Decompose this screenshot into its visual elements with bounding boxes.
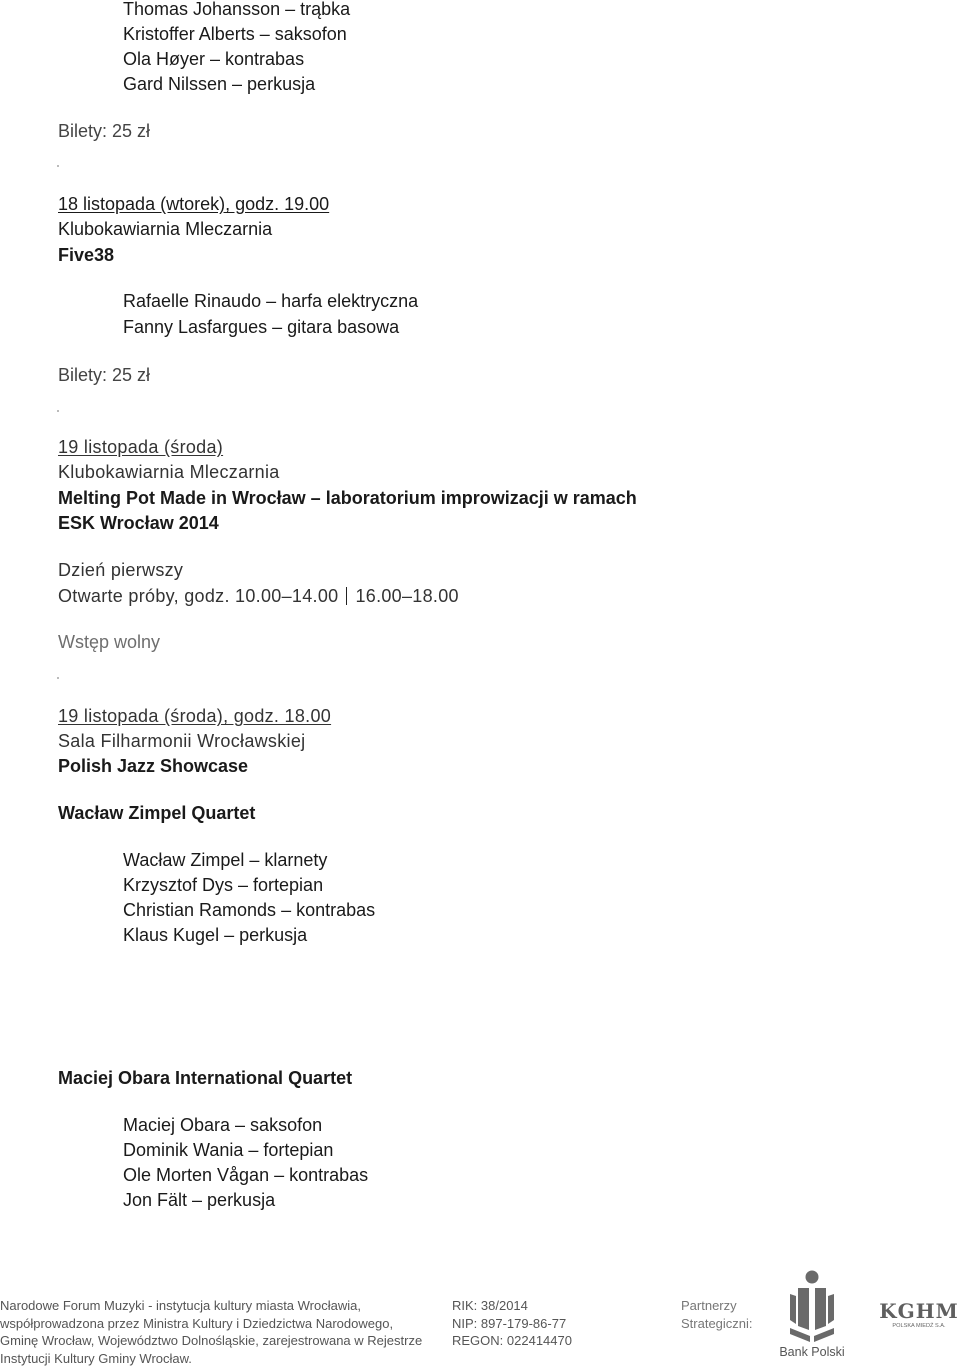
lineup-item: Maciej Obara – saksofon — [123, 1115, 323, 1135]
kghm-logo-subtext: POLSKA MIEDŹ S.A. — [892, 1323, 946, 1329]
event-date: 18 listopada (wtorek), godz. 19.00 — [58, 194, 330, 214]
event-title: Five38 — [58, 245, 115, 265]
ticket-price: Bilety: 25 zł — [58, 121, 151, 141]
footer-institution-line: Instytucji Kultury Gminy Wrocław. — [0, 1350, 192, 1366]
event-venue: Klubokawiarnia Mleczarnia — [58, 462, 280, 482]
event-date: 19 listopada (środa), godz. 18.00 — [58, 706, 332, 726]
footer-id: RIK: 38/2014 — [452, 1298, 528, 1313]
lineup-item: Christian Ramonds – kontrabas — [123, 900, 376, 920]
band-name: Maciej Obara International Quartet — [58, 1068, 353, 1088]
footer-institution-line: Narodowe Forum Muzyki - instytucja kultury miasta Wrocławia, — [0, 1298, 361, 1313]
lineup-item: Ola Høyer – kontrabas — [123, 49, 305, 69]
lineup-item: Thomas Johansson – trąbka — [123, 0, 351, 19]
lineup-item: Krzysztof Dys – fortepian — [123, 875, 324, 895]
event-date: 19 listopada (środa) — [58, 437, 224, 457]
day-label: Dzień pierwszy — [58, 560, 184, 580]
footer-institution-line: Gminę Wrocław, Województwo Dolnośląskie, zarejestrowana w Rejestrze — [0, 1333, 423, 1348]
event-venue: Sala Filharmonii Wrocławskiej — [58, 731, 306, 751]
separator-dot — [57, 677, 59, 679]
separator-dot — [57, 165, 59, 167]
partners-label: Partnerzy — [681, 1298, 737, 1313]
footer-id: REGON: 022414470 — [452, 1333, 572, 1348]
ticket-price: Bilety: 25 zł — [58, 365, 151, 385]
rehearsal-hours — [58, 585, 459, 607]
separator-dot — [57, 410, 59, 412]
rehearsal-hours-second: 16.00–18.00 — [355, 586, 459, 606]
lineup-item: Wacław Zimpel – klarnety — [123, 850, 328, 870]
event-title: Polish Jazz Showcase — [58, 756, 249, 776]
partners-label: Strategiczni: — [681, 1315, 753, 1331]
event-title-continued: ESK Wrocław 2014 — [58, 513, 219, 533]
entry-info: Wstęp wolny — [58, 632, 161, 652]
lineup-item: Rafaelle Rinaudo – harfa elektryczna — [123, 291, 419, 311]
kghm-logo — [878, 1299, 960, 1329]
hours-divider — [346, 587, 347, 605]
rehearsal-hours-first: Otwarte próby, godz. 10.00–14.00 — [58, 586, 339, 606]
event-title: Melting Pot Made in Wrocław – laboratorium improwizacji w ramach — [58, 488, 637, 508]
kghm-logo-text: KGHM — [879, 1299, 959, 1323]
lineup-item: Kristoffer Alberts – saksofon — [123, 24, 347, 44]
footer-id: NIP: 897-179-86-77 — [452, 1315, 567, 1331]
event-venue: Klubokawiarnia Mleczarnia — [58, 219, 273, 239]
band-name: Wacław Zimpel Quartet — [58, 803, 256, 823]
lineup-item: Klaus Kugel – perkusja — [123, 925, 308, 945]
bank-logo-text: Bank Polski — [779, 1345, 845, 1359]
lineup-item: Gard Nilssen – perkusja — [123, 74, 316, 94]
lineup-item: Jon Fält – perkusja — [123, 1190, 276, 1210]
bank-polski-logo — [776, 1268, 848, 1360]
lineup-item: Ole Morten Vågan – kontrabas — [123, 1165, 369, 1185]
lineup-item: Dominik Wania – fortepian — [123, 1140, 334, 1160]
footer-institution-line: współprowadzona przez Ministra Kultury i Dziedzictwa Narodowego, — [0, 1315, 394, 1331]
lineup-item: Fanny Lasfargues – gitara basowa — [123, 317, 400, 337]
